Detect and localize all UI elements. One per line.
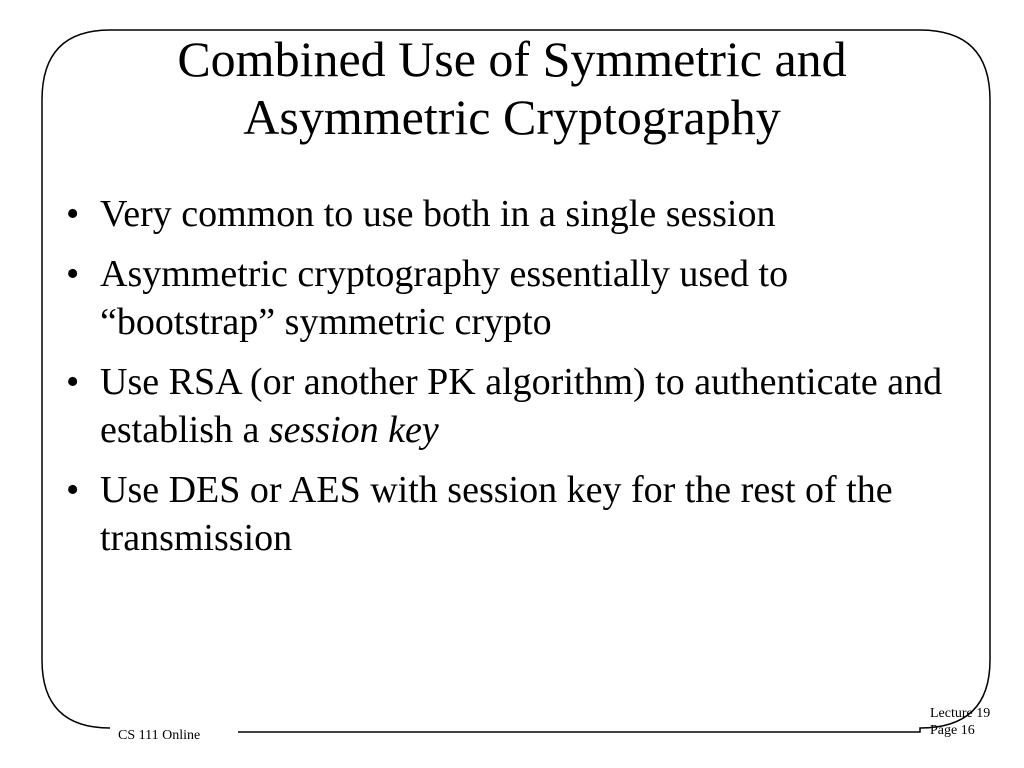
- bullet-item: [60, 190, 970, 238]
- bullet-icon: •: [66, 253, 80, 295]
- bullet-text: Very common to use both in a single session: [100, 193, 776, 235]
- footer-page: Page 16: [930, 723, 975, 738]
- bullet-icon: •: [66, 469, 80, 511]
- slide-title: Combined Use of Symmetric and Asymmetric Cryptography: [177, 31, 847, 145]
- bullet-text: Asymmetric cryptography essentially used to “bootstrap” symmetric crypto: [100, 253, 789, 343]
- bullet-icon: •: [66, 193, 80, 235]
- bullet-item: [60, 358, 970, 454]
- footer-lecture-info: [930, 705, 990, 739]
- bullet-text: Use DES or AES with session key for the rest of the transmission: [100, 469, 893, 559]
- bullet-emphasis: session key: [268, 409, 439, 451]
- footer-course: CS 111 Online: [118, 728, 201, 743]
- bullet-item: [60, 250, 970, 346]
- bullet-icon: •: [66, 361, 80, 403]
- bullet-item: [60, 466, 970, 562]
- bullet-list: [60, 190, 970, 574]
- footer-lecture: Lecture 19: [930, 706, 991, 721]
- bullet-text: Use RSA (or another PK algorithm) to authenticate and establish a: [100, 361, 943, 451]
